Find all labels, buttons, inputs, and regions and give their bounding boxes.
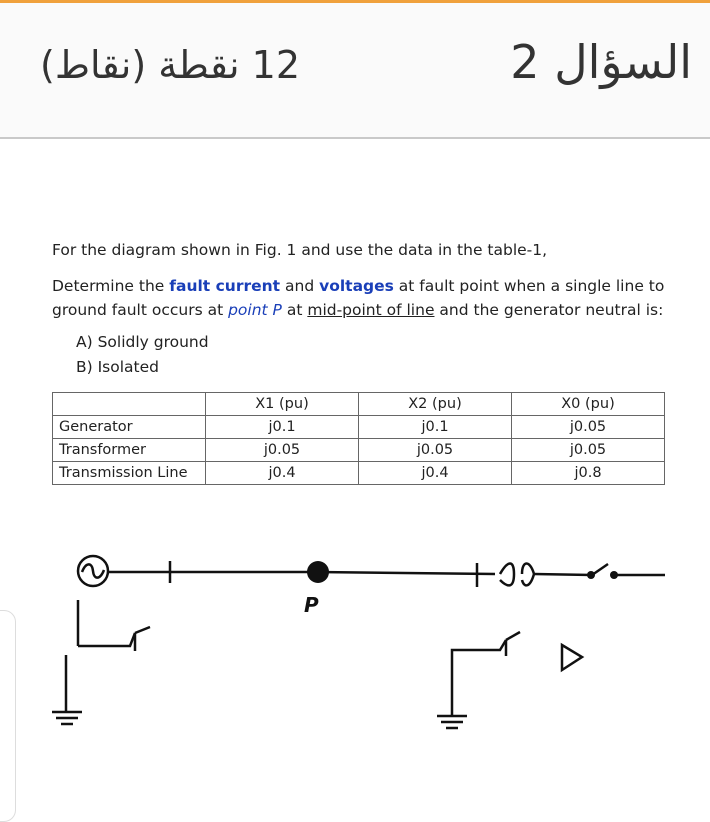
point-p-highlight: point P bbox=[228, 301, 282, 319]
line-segment-right bbox=[316, 572, 495, 574]
gen-neutral-wye bbox=[78, 633, 135, 646]
cell-x0: j0.8 bbox=[512, 462, 665, 485]
cell-x1: j0.05 bbox=[206, 439, 359, 462]
question-text bbox=[52, 238, 682, 380]
voltages-highlight: voltages bbox=[319, 277, 394, 295]
reactance-table bbox=[52, 392, 665, 485]
task-end: and the generator neutral is: bbox=[434, 301, 664, 319]
switch-pivot bbox=[587, 571, 595, 579]
header-cell: X2 (pu) bbox=[359, 393, 512, 416]
row-name: Generator bbox=[53, 416, 206, 439]
at-text: at bbox=[281, 301, 308, 319]
cell-x2: j0.4 bbox=[359, 462, 512, 485]
fault-point-label: P bbox=[304, 593, 319, 617]
task-text bbox=[52, 274, 682, 322]
table-row bbox=[53, 439, 665, 462]
task-mid: at fault point when a single line to ground fault occurs at bbox=[52, 277, 665, 319]
options-list bbox=[76, 330, 682, 380]
task-prefix: Determine the bbox=[52, 277, 170, 295]
delta-icon bbox=[562, 645, 582, 670]
header-cell: X0 (pu) bbox=[512, 393, 665, 416]
line-to-switch bbox=[534, 574, 592, 575]
table-row bbox=[53, 416, 665, 439]
generator-wave-icon bbox=[82, 564, 104, 577]
midpoint-underline: mid-point of line bbox=[307, 301, 435, 319]
question-number: السؤال 2 bbox=[510, 35, 692, 89]
table-header-row bbox=[53, 393, 665, 416]
switch-contact bbox=[610, 571, 618, 579]
cell-x2: j0.1 bbox=[359, 416, 512, 439]
header-cell: X1 (pu) bbox=[206, 393, 359, 416]
transformer-neutral-wye bbox=[452, 640, 506, 716]
row-name: Transformer bbox=[53, 439, 206, 462]
question-header bbox=[0, 3, 710, 139]
one-line-diagram bbox=[0, 520, 710, 820]
transformer-coil-1 bbox=[500, 564, 514, 586]
question-points: 12 نقطة (نقاط) bbox=[40, 43, 301, 87]
cell-x1: j0.4 bbox=[206, 462, 359, 485]
intro-text: For the diagram shown in Fig. 1 and use the data in the table-1, bbox=[52, 241, 548, 259]
table-row bbox=[53, 462, 665, 485]
cell-x0: j0.05 bbox=[512, 439, 665, 462]
fault-point-marker bbox=[307, 561, 329, 583]
transformer-coil-2 bbox=[522, 564, 534, 586]
option-b: B) Isolated bbox=[76, 358, 159, 376]
cell-x1: j0.1 bbox=[206, 416, 359, 439]
cell-x2: j0.05 bbox=[359, 439, 512, 462]
header-cell bbox=[53, 393, 206, 416]
and-text: and bbox=[280, 277, 320, 295]
fault-current-highlight: fault current bbox=[169, 277, 281, 295]
cell-x0: j0.05 bbox=[512, 416, 665, 439]
row-name: Transmission Line bbox=[53, 462, 206, 485]
option-a: A) Solidly ground bbox=[76, 333, 209, 351]
